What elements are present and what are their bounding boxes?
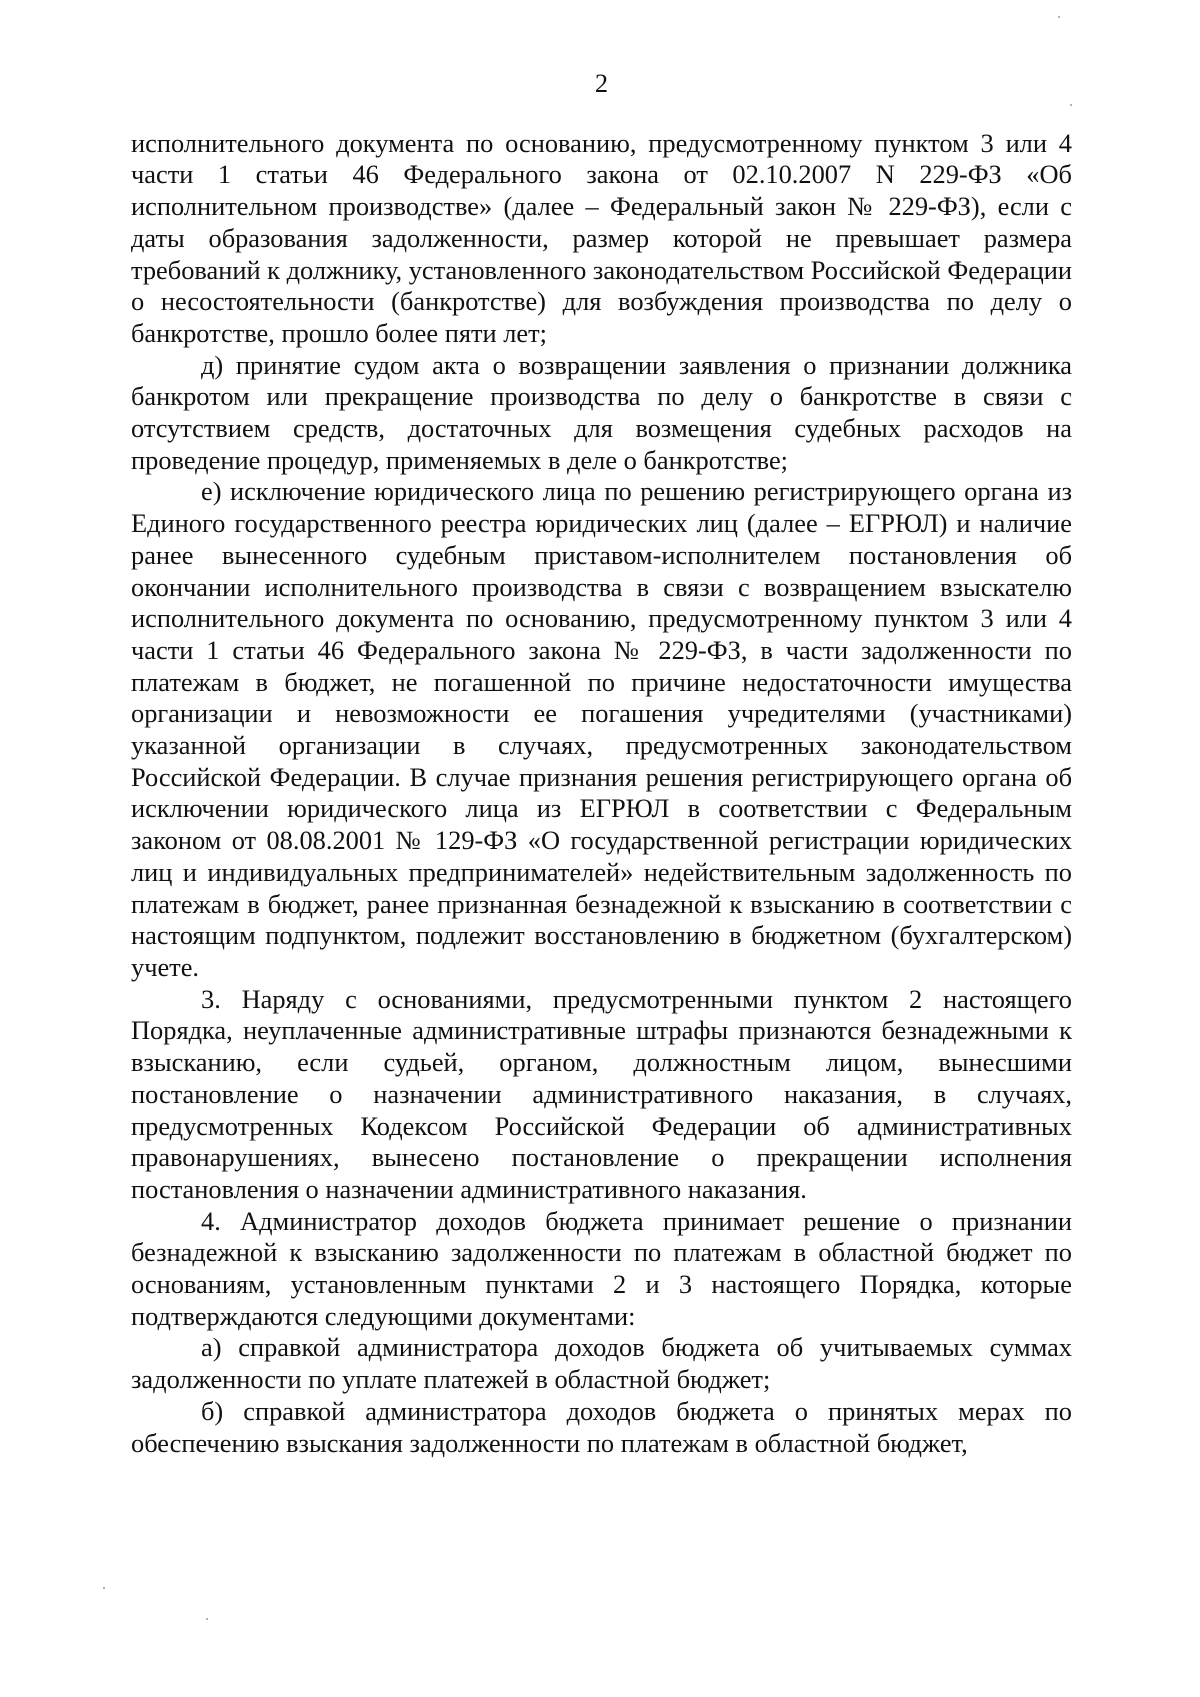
paragraph-item-4a: а) справкой администратора доходов бюджета об учитываемых суммах задолженности по уплате платежей в областной бюджет; <box>131 1332 1072 1395</box>
paragraph-continuation: исполнительного документа по основанию, предусмотренному пунктом 3 или 4 части 1 статьи 46 Федерального закона от 02.10.2007 N 229-ФЗ «Об исполнительном производстве» (далее – Федеральный закон № 229-ФЗ), если с даты образования задолженности, размер которой не превышает размера требований к должнику, установленного законодательством Российской Федерации о несостоятельности (банкротстве) для возбуждения производства по делу о банкротстве, прошло более пяти лет; <box>131 127 1073 348</box>
paragraph-item-4b: б) справкой администратора доходов бюджета о принятых мерах по обеспечению взыскания задолженности по платежам в областной бюджет, <box>131 1395 1072 1458</box>
paragraph-item-d: д) принятие судом акта о возвращении заявления о признании должника банкротом или прекращение производства по делу о банкротстве в связи с отсутствием средств, достаточных для возмещения судебных расходов на проведение процедур, применяемых в деле о банкротстве; <box>131 349 1072 475</box>
page-number: 2 <box>594 68 609 98</box>
scan-speck <box>206 1618 208 1620</box>
paragraph-item-3: 3. Наряду с основаниями, предусмотренными пунктом 2 настоящего Порядка, неуплаченные административные штрафы признаются безнадежными к взысканию, если судьей, органом, должностным лицом, вынесшими постановление о назначении административного наказания, в случаях, предусмотренных Кодексом Российской Федерации об административных правонарушениях, вынесено постановление о прекращении исполнения постановления о назначении административного наказания. <box>131 983 1072 1204</box>
scan-speck <box>1058 16 1060 18</box>
scan-speck <box>1070 104 1072 106</box>
paragraph-item-e: е) исключение юридического лица по решению регистрирующего органа из Единого государственного реестра юридических лиц (далее – ЕГРЮЛ) и наличие ранее вынесенного судебным приставом-исполнителем постановления об окончании исполнительного производства в связи с возвращением взыскателю исполнительного документа по основанию, предусмотренному пунктом 3 или 4 части 1 статьи 46 Федерального закона № 229-ФЗ, в части задолженности по платежам в бюджет, не погашенной по причине недостаточности имущества организации и невозможности ее погашения учредителями (участниками) указанной организации в случаях, предусмотренных законодательством Российской Федерации. В случае признания решения регистрирующего органа об исключении юридического лица из ЕГРЮЛ в соответствии с Федеральным законом от 08.08.2001 № 129-ФЗ «О государственной регистрации юридических лиц и индивидуальных предпринимателей» недействительным задолженность по платежам в бюджет, ранее признанная безнадежной к взысканию в соответствии с настоящим подпунктом, подлежит восстановлению в бюджетном (бухгалтерском) учете. <box>131 476 1072 982</box>
scan-speck <box>103 1587 105 1589</box>
paragraph-item-4: 4. Администратор доходов бюджета принимает решение о признании безнадежной к взысканию задолженности по платежам в областной бюджет по основаниям, установленным пунктами 2 и 3 настоящего Порядка, которые подтверждаются следующими документами: <box>131 1205 1072 1331</box>
